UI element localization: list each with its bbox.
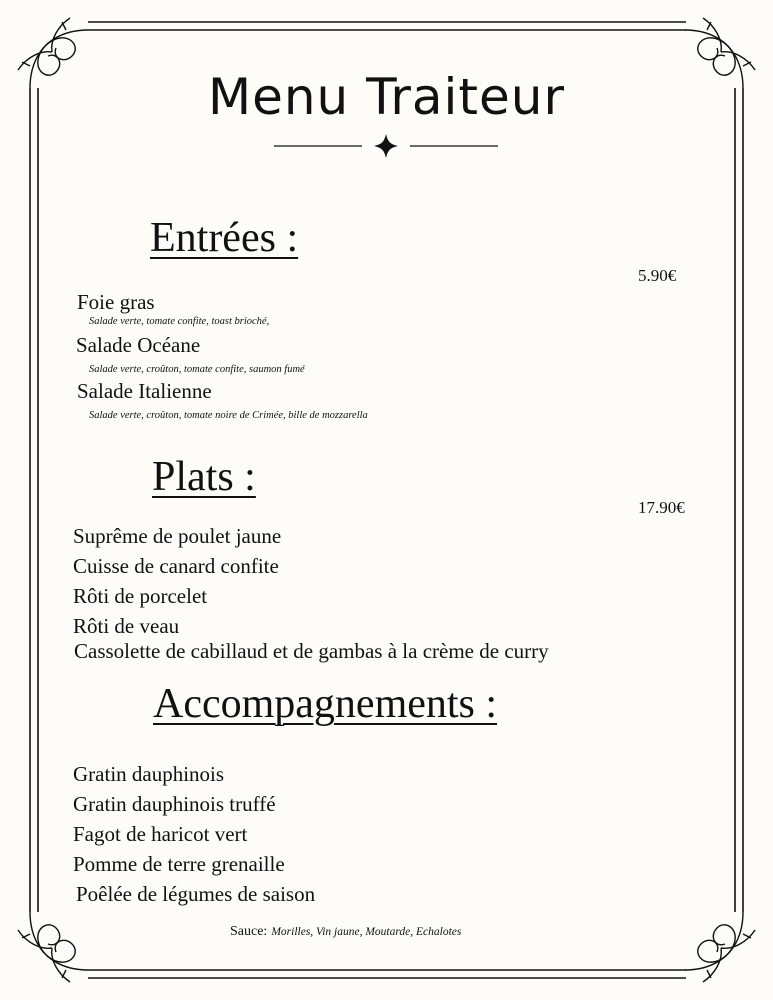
dish-salade-oceane: Salade Océane — [76, 333, 201, 357]
sauce-line — [230, 924, 461, 940]
section-heading-plats: Plats : — [152, 454, 256, 500]
dish-description: Salade verte, tomate confite, toast brioché, — [89, 316, 270, 327]
section-heading-accompagnements: Accompagnements : — [153, 681, 498, 727]
sauce-list: Morilles, Vin jaune, Moutarde, Echalotes — [271, 926, 462, 938]
section-heading-entrees: Entrées : — [150, 215, 299, 261]
side-gratin-truffe: Gratin dauphinois truffé — [73, 792, 276, 816]
dish-cassolette: Cassolette de cabillaud et de gambas à la crème de curry — [74, 639, 549, 663]
dish-cuisse-canard: Cuisse de canard confite — [73, 554, 279, 578]
corner-ornament-bottom-right-icon — [685, 912, 755, 982]
sparkle-divider-icon — [270, 132, 502, 160]
side-pomme-de-terre: Pomme de terre grenaille — [73, 852, 285, 876]
side-gratin-dauphinois: Gratin dauphinois — [73, 762, 225, 786]
sauce-label: Sauce: — [230, 924, 268, 939]
dish-roti-porcelet: Rôti de porcelet — [73, 584, 208, 608]
dish-description: Salade verte, croûton, tomate noire de Crimée, bille de mozzarella — [89, 410, 368, 421]
corner-ornament-bottom-left-icon — [18, 912, 88, 982]
dish-foie-gras: Foie gras — [77, 290, 155, 314]
menu-title: Menu Traiteur — [207, 68, 566, 126]
dish-salade-italienne: Salade Italienne — [77, 379, 212, 403]
dish-roti-veau: Rôti de veau — [73, 614, 180, 638]
price-entrees: 5.90€ — [638, 266, 677, 285]
price-plats: 17.90€ — [638, 498, 685, 517]
dish-supreme-poulet: Suprême de poulet jaune — [73, 524, 282, 548]
side-poelee-legumes: Poêlée de légumes de saison — [76, 882, 316, 906]
dish-description: Salade verte, croûton, tomate confite, saumon fumé — [89, 364, 305, 375]
side-fagot-haricot: Fagot de haricot vert — [73, 822, 248, 846]
